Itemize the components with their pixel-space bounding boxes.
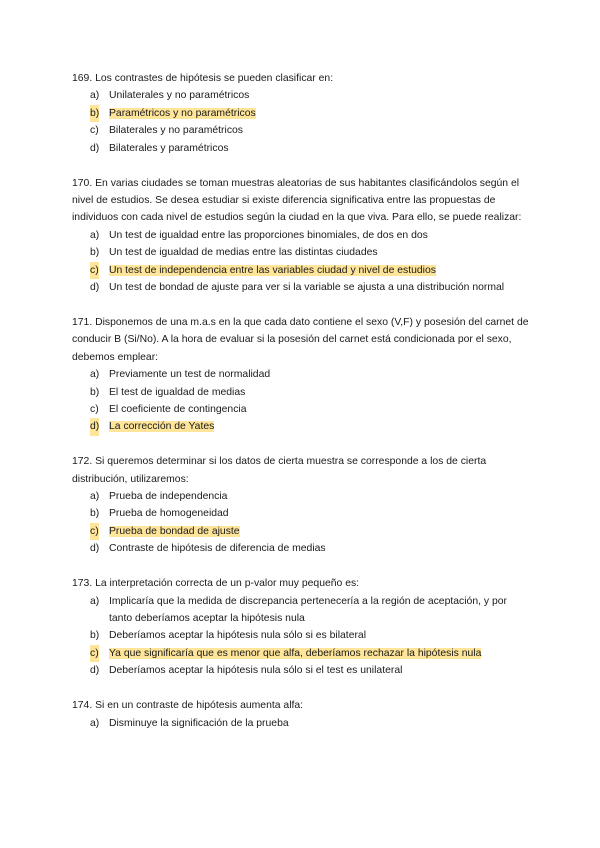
option-letter: b): [90, 247, 100, 259]
option-b: [90, 505, 530, 522]
option-text-highlighted: Paramétricos y no paramétricos: [109, 107, 256, 119]
option-c: [90, 523, 530, 540]
option-text: Contraste de hipótesis de diferencia de medias: [109, 543, 326, 555]
question-text: 172. Si queremos determinar si los datos de cierta muestra se corresponde a los de cierta distribución, utilizaremos:: [72, 456, 487, 485]
option-text-highlighted: Un test de independencia entre las variables ciudad y nivel de estudios: [109, 264, 436, 276]
question-list: [72, 70, 530, 749]
option-letter: a): [90, 369, 100, 381]
option-letter: a): [90, 717, 100, 729]
option-letter: c): [90, 523, 99, 540]
option-text-highlighted: Prueba de bondad de ajuste: [109, 525, 240, 537]
question-174: [72, 697, 530, 732]
option-text: Deberíamos aceptar la hipótesis nula sólo si el test es unilateral: [109, 665, 403, 677]
option-text: El test de igualdad de medias: [109, 386, 246, 398]
option-c: [90, 122, 530, 139]
option-text: El coeficiente de contingencia: [109, 403, 247, 415]
option-letter: c): [90, 645, 99, 662]
option-a: [90, 87, 530, 104]
option-b: [90, 627, 530, 644]
option-letter: d): [90, 418, 99, 435]
option-text: Disminuye la significación de la prueba: [109, 717, 289, 729]
option-text: Un test de igualdad de medias entre las distintas ciudades: [109, 247, 378, 259]
option-text: Un test de bondad de ajuste para ver si la variable se ajusta a una distribución normal: [109, 281, 505, 293]
question-169: [72, 70, 530, 157]
option-b: [90, 384, 530, 401]
option-c: [90, 262, 530, 279]
option-letter: a): [90, 90, 100, 102]
option-a: [90, 366, 530, 383]
option-text: Implicaría que la medida de discrepancia pertenecería a la región de aceptación, y por tanto deberíamos aceptar la hipótesis nula: [109, 595, 507, 624]
option-text: Previamente un test de normalidad: [109, 369, 271, 381]
option-letter: d): [90, 665, 100, 677]
question-172: [72, 453, 530, 557]
option-list: [72, 366, 530, 436]
question-text: 173. La interpretación correcta de un p-valor muy pequeño es:: [72, 578, 360, 590]
option-letter: b): [90, 630, 100, 642]
question-text: 169. Los contrastes de hipótesis se pueden clasificar en:: [72, 73, 334, 84]
option-text-highlighted: Ya que significaría que es menor que alfa, deberíamos rechazar la hipótesis nula: [109, 647, 482, 659]
option-text: Prueba de homogeneidad: [109, 508, 229, 520]
question-170: [72, 175, 530, 297]
option-d: [90, 279, 530, 296]
option-b: [90, 244, 530, 261]
question-171: [72, 314, 530, 436]
option-letter: c): [90, 262, 99, 279]
option-letter: b): [90, 508, 100, 520]
option-list: [72, 715, 530, 732]
option-text: Deberíamos aceptar la hipótesis nula sólo si es bilateral: [109, 630, 367, 642]
question-text: 174. Si en un contraste de hipótesis aumenta alfa:: [72, 700, 304, 712]
option-letter: a): [90, 491, 100, 503]
question-text: 170. En varias ciudades se toman muestras aleatorias de sus habitantes clasificándolos según el nivel de estudios. Se desea estudiar si existe diferencia significativa entre las propuestas de individuos con cada nivel de estudios según la ciudad en la que viva. Para ello, se puede realizar:: [72, 177, 522, 224]
option-letter: c): [90, 125, 99, 137]
option-list: [72, 227, 530, 297]
option-letter: a): [90, 229, 100, 241]
option-d: [90, 418, 530, 435]
question-text: 171. Disponemos de una m.a.s en la que cada dato contiene el sexo (V,F) y posesión del carnet de conducir B (Si/No). A la hora de evaluar si la posesión del carnet está condicionada por el sexo, debemos emplear:: [72, 316, 529, 363]
option-text: Prueba de independencia: [109, 491, 228, 503]
option-a: [90, 715, 530, 732]
option-d: [90, 140, 530, 157]
option-list: [72, 593, 530, 680]
question-173: [72, 575, 530, 679]
option-text: Bilaterales y no paramétricos: [109, 125, 243, 137]
option-letter: a): [90, 595, 100, 607]
option-letter: d): [90, 543, 100, 555]
option-a: [90, 488, 530, 505]
option-d: [90, 540, 530, 557]
option-c: [90, 645, 530, 662]
option-text: Un test de igualdad entre las proporciones binomiales, de dos en dos: [109, 229, 428, 241]
option-d: [90, 662, 530, 679]
option-letter: d): [90, 281, 100, 293]
option-letter: b): [90, 386, 100, 398]
option-text: Bilaterales y paramétricos: [109, 142, 229, 154]
option-a: [90, 593, 530, 628]
option-letter: b): [90, 105, 99, 122]
option-c: [90, 401, 530, 418]
option-letter: d): [90, 142, 100, 154]
option-text: Unilaterales y no paramétricos: [109, 90, 250, 102]
option-text-highlighted: La corrección de Yates: [109, 421, 215, 433]
option-b: [90, 105, 530, 122]
option-letter: c): [90, 403, 99, 415]
option-list: [72, 488, 530, 558]
option-a: [90, 227, 530, 244]
option-list: [72, 87, 530, 157]
